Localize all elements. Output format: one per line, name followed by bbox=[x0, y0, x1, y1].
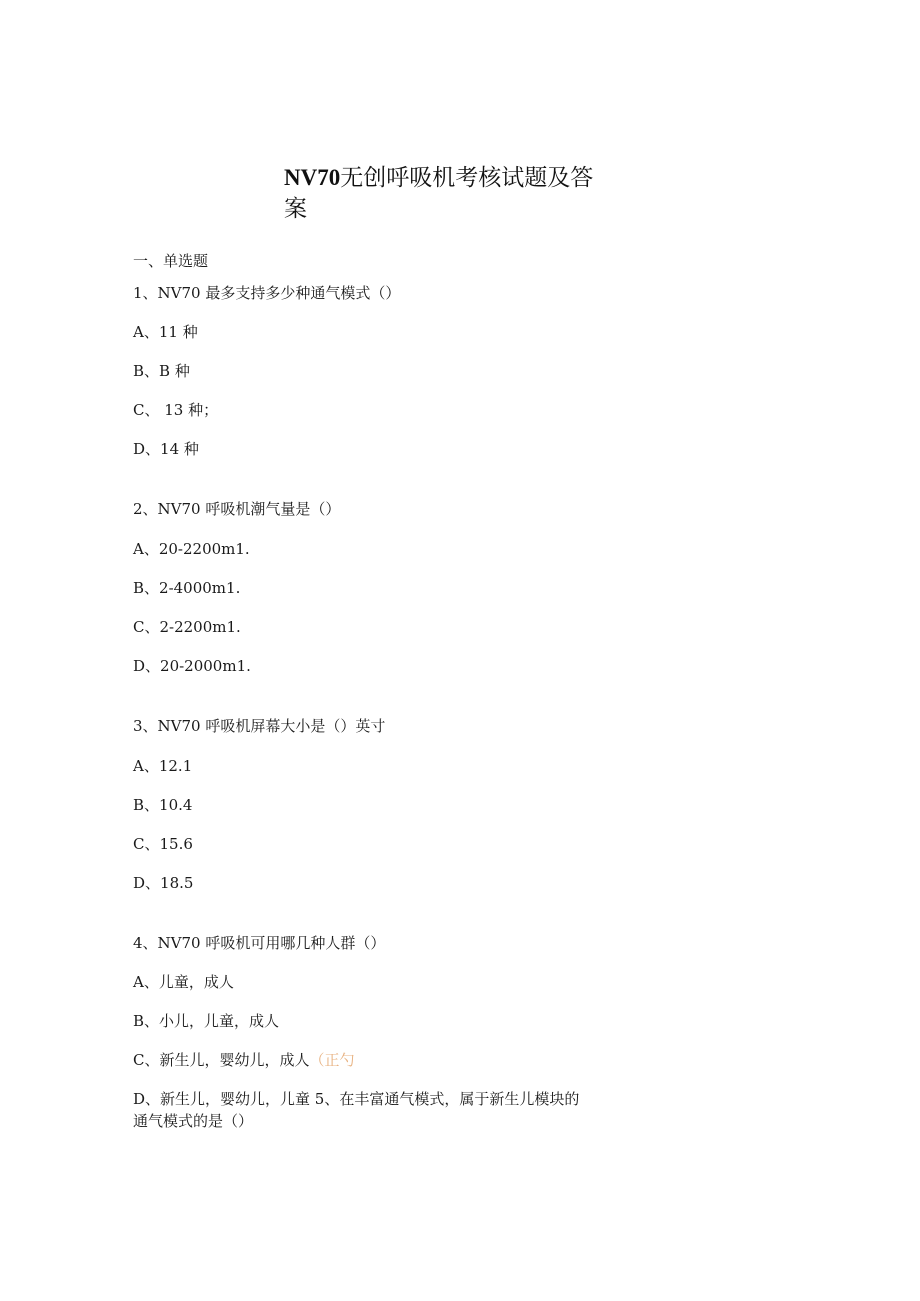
answer-annotation: （正勺 bbox=[309, 1051, 355, 1069]
question-4-option-c bbox=[133, 1050, 355, 1070]
question-1-option-d: D、14 种 bbox=[133, 440, 199, 458]
question-3-option-b: B、10.4 bbox=[133, 796, 193, 814]
question-4-stem: 4、NV70 呼吸机可用哪几种人群（） bbox=[133, 934, 386, 952]
title-text: 无创呼吸机考核试题及答案 bbox=[284, 165, 594, 222]
question-1-option-a: A、11 种 bbox=[133, 323, 198, 341]
section-heading: 一、单选题 bbox=[133, 252, 209, 270]
question-2-option-a: A、20-2200m1. bbox=[133, 540, 250, 558]
question-3-stem: 3、NV70 呼吸机屏幕大小是（）英寸 bbox=[133, 717, 386, 735]
question-1-option-c: C、 13 种； bbox=[133, 401, 219, 419]
question-3-option-d: D、18.5 bbox=[133, 874, 194, 892]
document-title bbox=[284, 162, 594, 225]
question-4-option-a: A、儿童，成人 bbox=[133, 973, 234, 991]
question-1-stem: 1、NV70 最多支持多少种通气模式（） bbox=[133, 284, 401, 302]
question-3-option-a: A、12.1 bbox=[133, 757, 193, 775]
question-4-option-d: D、新生儿，婴幼儿，儿童 5、在丰富通气模式，属于新生儿模块的通气模式的是（） bbox=[133, 1090, 580, 1130]
question-4-option-c-text: C、新生儿，婴幼儿，成人 bbox=[133, 1051, 310, 1069]
question-1-option-b: B、B 种 bbox=[133, 362, 190, 380]
question-2-option-d: D、20-2000m1. bbox=[133, 657, 251, 675]
question-3-option-c: C、15.6 bbox=[133, 835, 193, 853]
title-bold-part: NV70 bbox=[284, 165, 341, 190]
question-4-option-b: B、小儿，儿童，成人 bbox=[133, 1012, 280, 1030]
question-2-option-b: B、2-4000m1. bbox=[133, 579, 241, 597]
question-2-option-c: C、2-2200m1. bbox=[133, 618, 241, 636]
question-2-stem: 2、NV70 呼吸机潮气量是（） bbox=[133, 500, 341, 518]
